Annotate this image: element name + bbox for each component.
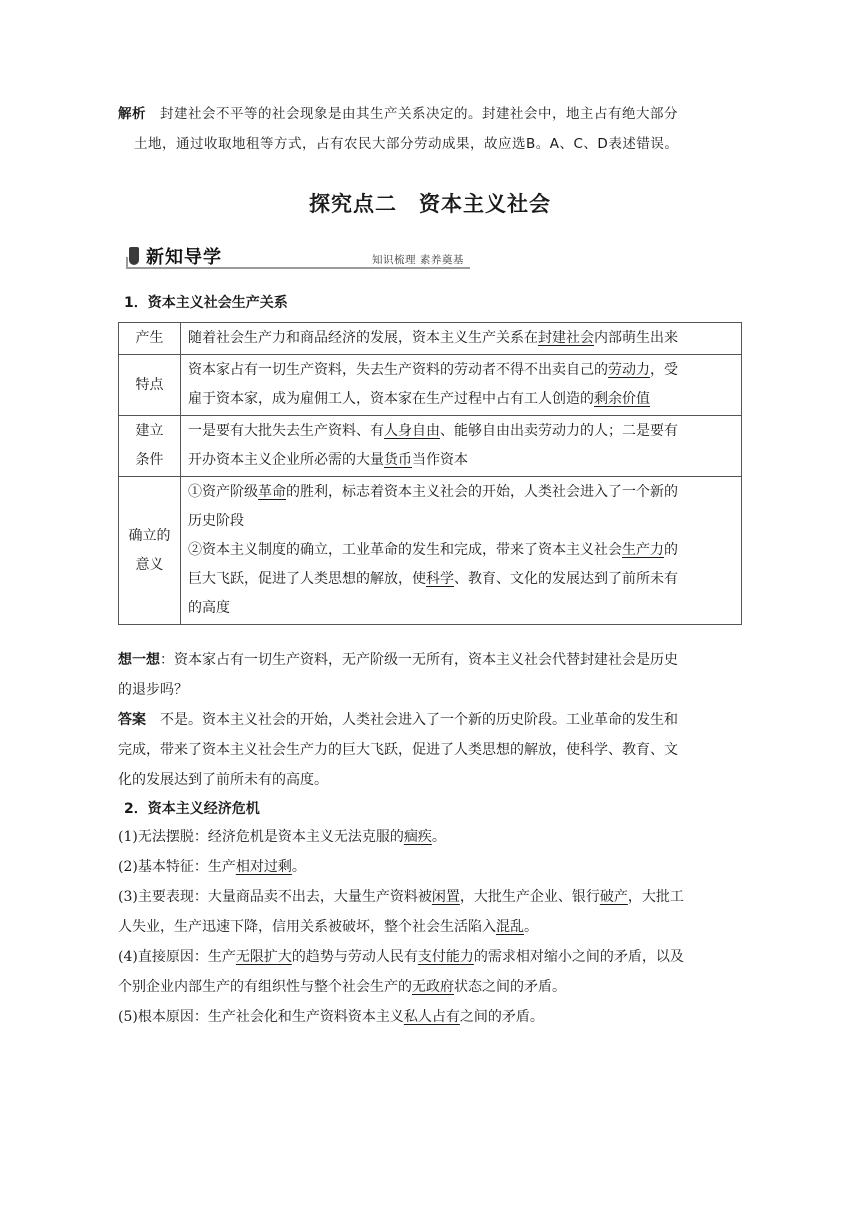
heading-crisis: 2．资本主义经济危机 xyxy=(124,801,260,817)
row-content: 随着社会生产力和商品经济的发展，资本主义生产关系在封建社会内部萌生出来 xyxy=(181,323,742,355)
section-banner xyxy=(124,243,472,273)
analysis-label: 解析 xyxy=(118,106,146,122)
list-item-continued: 人失业，生产迅速下降，信用关系被破坏，整个社会生活陷入混乱。 xyxy=(118,919,538,935)
list-item-continued: 个别企业内部生产的有组织性与整个社会生产的无政府状态之间的矛盾。 xyxy=(118,979,566,995)
row-label: 特点 xyxy=(119,355,181,416)
table-row xyxy=(119,355,742,416)
relations-table xyxy=(118,322,742,625)
list-item: (5)根本原因：生产社会化和生产资料资本主义私人占有之间的矛盾。 xyxy=(118,1009,544,1025)
table-row xyxy=(119,323,742,355)
section-title: 探究点二 资本主义社会 xyxy=(309,192,551,216)
think-block: 想一想：资本家占有一切生产资料，无产阶级一无所有，资本主义社会代替封建社会是历史 的退步吗？ xyxy=(118,652,678,698)
banner-title: 新知导学 xyxy=(146,247,222,268)
row-content: ①资产阶级革命的胜利，标志着资本主义社会的开始，人类社会进入了一个新的 历史阶段 ②资本主义制度的确立，工业革命的发生和完成，带来了资本主义社会生产力的 巨大飞跃，促进了人类思想的解放，使科学、教育、文化的发展达到了前所未有 的高度 xyxy=(181,477,742,625)
list-item: (2)基本特征：生产相对过剩。 xyxy=(118,859,306,875)
analysis-block xyxy=(118,99,742,159)
row-label: 建立 条件 xyxy=(119,416,181,477)
analysis-text-1: 封建社会不平等的社会现象是由其生产关系决定的。封建社会中，地主占有绝大部分 xyxy=(160,106,678,122)
row-label: 确立的 意义 xyxy=(119,477,181,625)
banner-subtitle: 知识梳理 素养奠基 xyxy=(372,254,464,266)
row-content: 一是要有大批失去生产资料、有人身自由、能够自由出卖劳动力的人；二是要有 开办资本主义企业所必需的大量货币当作资本 xyxy=(181,416,742,477)
list-item: (3)主要表现：大量商品卖不出去，大量生产资料被闲置，大批生产企业、银行破产，大批工 xyxy=(118,889,684,905)
analysis-line-1 xyxy=(118,99,742,129)
table-row xyxy=(119,477,742,625)
heading-relations: 1．资本主义社会生产关系 xyxy=(124,295,288,311)
list-item: (4)直接原因：生产无限扩大的趋势与劳动人民有支付能力的需求相对缩小之间的矛盾，以及 xyxy=(118,949,684,965)
answer-block: 答案 不是。资本主义社会的开始，人类社会进入了一个新的历史阶段。工业革命的发生和 完成，带来了资本主义社会生产力的巨大飞跃，促进了人类思想的解放，使科学、教育、文 化的发展达到了前所未有的高度。 xyxy=(118,712,678,788)
row-content: 资本家占有一切生产资料，失去生产资料的劳动者不得不出卖自己的劳动力，受 雇于资本家，成为雇佣工人，资本家在生产过程中占有工人创造的剩余价值 xyxy=(181,355,742,416)
crisis-list xyxy=(118,822,742,1032)
row-label: 产生 xyxy=(119,323,181,355)
table-row xyxy=(119,416,742,477)
list-item: (1)无法摆脱：经济危机是资本主义无法克服的痼疾。 xyxy=(118,829,446,845)
banner-marker-icon xyxy=(129,247,139,265)
analysis-text-2: 土地，通过收取地租等方式，占有农民大部分劳动成果，故应选B。A、C、D表述错误。 xyxy=(134,136,679,152)
think-label: 想一想 xyxy=(118,652,160,668)
analysis-line-2 xyxy=(118,129,742,159)
answer-label: 答案 xyxy=(118,712,146,728)
